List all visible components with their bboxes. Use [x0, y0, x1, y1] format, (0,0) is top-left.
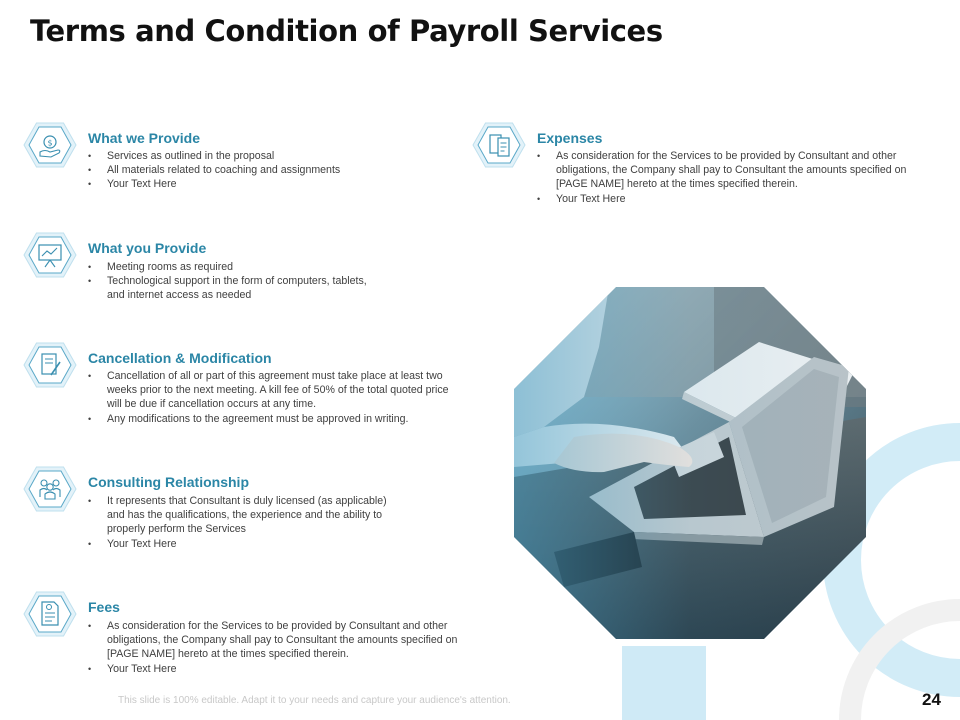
- document-edit-icon: [23, 342, 77, 388]
- page-number: 24: [922, 690, 941, 709]
- list-item: • Technological support in the form of computers, tablets, and internet access as needed: [88, 274, 373, 302]
- cancellation-title: Cancellation & Modification: [88, 350, 272, 366]
- list-item: • Your Text Here: [537, 192, 922, 206]
- cancellation-list: [88, 369, 456, 426]
- what-we-provide-title: What we Provide: [88, 130, 201, 146]
- receipt-icon: [472, 122, 526, 168]
- list-item: • As consideration for the Services to be provided by Consultant and other obligations, the Company shall pay to Consultant the amounts specified on [PAGE NAME] hereto at the times specified therein.: [88, 619, 474, 662]
- fees-title: Fees: [88, 599, 120, 615]
- list-item: • It represents that Consultant is duly licensed (as applicable) and has the qualifications, the experience and the ability to properly perform the Services: [88, 494, 393, 537]
- what-we-provide-list: [88, 149, 418, 192]
- money-hand-icon: [23, 122, 77, 168]
- list-item: • All materials related to coaching and assignments: [88, 163, 418, 177]
- svg-text:$: $: [47, 138, 53, 148]
- list-item: • Meeting rooms as required: [88, 260, 373, 274]
- expenses-title: Expenses: [537, 130, 603, 146]
- slide-title: Terms and Condition of Payroll Services: [30, 14, 663, 48]
- team-icon: [23, 466, 77, 512]
- laptop-photo-illustration: [514, 287, 866, 639]
- list-item: • Your Text Here: [88, 537, 393, 551]
- consulting-list: [88, 494, 393, 551]
- list-item: • Your Text Here: [88, 662, 474, 676]
- expenses-list: [537, 149, 922, 206]
- list-item: • Services as outlined in the proposal: [88, 149, 418, 163]
- laptop-photo: [514, 287, 866, 639]
- list-item: • Any modifications to the agreement must be approved in writing.: [88, 412, 456, 426]
- fees-list: [88, 619, 474, 676]
- presentation-board-icon: [23, 232, 77, 278]
- what-you-provide-list: [88, 260, 373, 303]
- list-item: • As consideration for the Services to be provided by Consultant and other obligations, the Company shall pay to Consultant the amounts specified on [PAGE NAME] hereto at the times specified therein.: [537, 149, 922, 192]
- invoice-icon: [23, 591, 77, 637]
- list-item: • Your Text Here: [88, 177, 418, 191]
- consulting-title: Consulting Relationship: [88, 474, 249, 490]
- what-you-provide-title: What you Provide: [88, 240, 207, 256]
- footer-note: This slide is 100% editable. Adapt it to your needs and capture your audience's attention.: [118, 695, 511, 706]
- list-item: • Cancellation of all or part of this agreement must take place at least two weeks prior to the next meeting. A kill fee of 50% of the total quoted price will be due if cancellation occurs at any time.: [88, 369, 456, 412]
